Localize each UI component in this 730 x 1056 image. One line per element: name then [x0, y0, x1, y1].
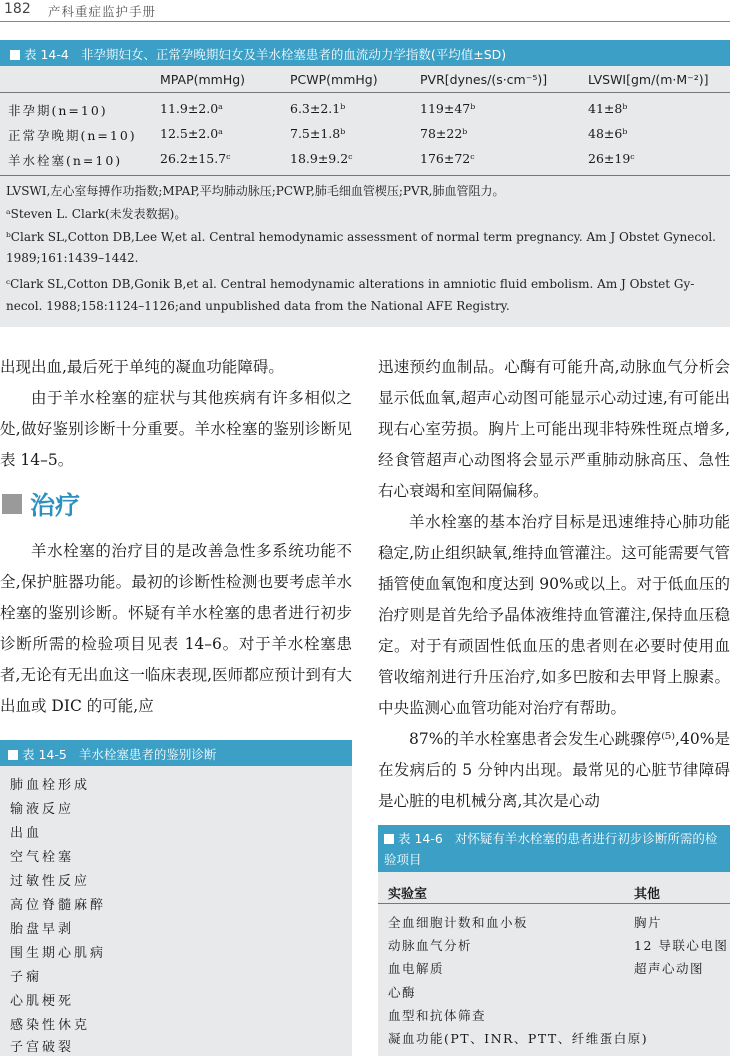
- table-number: 表 14-4: [24, 47, 69, 62]
- left-column-continued: [0, 536, 352, 722]
- table-row: [0, 147, 730, 171]
- paragraph: 87%的羊水栓塞患者会发生心跳骤停⁽⁵⁾,40%是在发病后的 5 分钟内出现。最常见的心脏节律障碍是心脏的电机械分离,其次是心动: [378, 730, 730, 810]
- table-title: 非孕期妇女、正常孕晚期妇女及羊水栓塞患者的血流动力学指数(平均值±SD): [80, 47, 507, 62]
- column-header: PVR[dynes/(s·cm⁻⁵)]: [420, 72, 548, 87]
- list-item: 围生期心肌病: [10, 946, 107, 961]
- table-cell: 11.9±2.0ᵃ: [160, 101, 224, 116]
- table-row: [0, 122, 730, 146]
- paragraph: 羊水栓塞的基本治疗目标是迅速维持心肺功能稳定,防止组织缺氧,维持血管灌注。这可能需要气管插管使血氧饱和度达到 90%或以上。对于低血压的治疗则是首先给予晶体液维持血管灌注,保持血压稳定。对于有顽固性低血压的患者则在必要时使用血管收缩剂进行升压治疗,如多巴胺和去甲肾上腺素。中央监测心血管功能对治疗有帮助。: [378, 513, 730, 717]
- table-header-row: [0, 66, 730, 93]
- table-title: 对怀疑有羊水栓塞的患者进行初步诊断所需的检验项目: [384, 831, 718, 867]
- table-cell: 6.3±2.1ᵇ: [290, 101, 346, 116]
- caption-square-icon: [8, 750, 18, 760]
- table-cell: 26.2±15.7ᶜ: [160, 151, 231, 166]
- footnote-c-line2: necol. 1988;158:1124–1126;and unpublished data from the National AFE Registry.: [6, 299, 510, 313]
- table-cell: 全血细胞计数和血小板: [388, 915, 529, 930]
- footnote-b-line2: 1989;161:1439–1442.: [6, 251, 139, 265]
- table-14-5: [0, 740, 352, 1056]
- column-header: 其他: [634, 887, 661, 902]
- section-heading-text: 治疗: [30, 491, 81, 520]
- header-rule: [0, 21, 730, 22]
- list-item: 高位脊髓麻醉: [10, 898, 107, 913]
- row-label: 非孕期(n=10): [8, 103, 108, 118]
- table-number: 表 14-5: [22, 747, 67, 762]
- footnote-c-line1: ᶜClark SL,Cotton DB,Gonik B,et al. Central hemodynamic alterations in amniotic fluid embolism. Am J Obstet Gy-: [6, 277, 695, 291]
- table-cell: 12 导联心电图: [634, 938, 729, 953]
- list-item: 肺血栓形成: [10, 778, 91, 793]
- column-header: LVSWI[gm/(m·M⁻²)]: [588, 72, 709, 87]
- list-item: 胎盘早剥: [10, 922, 75, 937]
- column-header: MPAP(mmHg): [160, 72, 246, 87]
- table-14-5-caption: [0, 740, 352, 766]
- footnote-a: ᵃSteven L. Clark(未发表数据)。: [6, 207, 187, 221]
- list-item: 空气栓塞: [10, 850, 75, 865]
- caption-square-icon: [10, 50, 20, 60]
- footnote-abbreviations: LVSWI,左心室每搏作功指数;MPAP,平均肺动脉压;PCWP,肺毛细血管楔压;PVR,肺血管阻力。: [6, 184, 505, 198]
- right-column: [378, 352, 730, 817]
- table-cell: 超声心动图: [634, 961, 705, 976]
- table-cell: 26±19ᶜ: [588, 151, 635, 166]
- heading-square-icon: [2, 494, 22, 514]
- table-14-4-caption: [0, 40, 730, 66]
- list-item: 子宫破裂: [10, 1040, 75, 1055]
- table-cell: 18.9±9.2ᶜ: [290, 151, 353, 166]
- table-cell: 胸片: [634, 915, 663, 930]
- table-cell: 血电解质: [388, 961, 445, 976]
- list-item: 心肌梗死: [10, 994, 75, 1009]
- paragraph: 由于羊水栓塞的症状与其他疾病有许多相似之处,做好鉴别诊断十分重要。羊水栓塞的鉴别诊断见表 14–5。: [0, 389, 352, 469]
- table-14-6: [378, 825, 730, 1056]
- table-cell: 176±72ᶜ: [420, 151, 475, 166]
- row-label: 正常孕晚期(n=10): [8, 128, 137, 143]
- paragraph: 迅速预约血制品。心酶有可能升高,动脉血气分析会显示低血氧,超声心动图可能显示心动过速,有可能出现右心室劳损。胸片上可能出现非特殊性斑点增多,经食管超声心动图将会显示严重肺动脉高压、急性右心衰竭和室间隔偏移。: [378, 358, 730, 500]
- table-cell: 48±6ᵇ: [588, 126, 628, 141]
- list-item: 过敏性反应: [10, 874, 91, 889]
- column-header: PCWP(mmHg): [290, 72, 378, 87]
- table-cell: 41±8ᵇ: [588, 101, 628, 116]
- running-title: 产科重症监护手册: [48, 4, 157, 19]
- footnote-b-line1: ᵇClark SL,Cotton DB,Lee W,et al. Central hemodynamic assessment of normal term pregnancy. Am J Obstet Gynecol.: [6, 230, 716, 244]
- list-item: 输液反应: [10, 802, 75, 817]
- table-cell: 动脉血气分析: [388, 938, 473, 953]
- table-cell: 78±22ᵇ: [420, 126, 468, 141]
- table-title: 羊水栓塞患者的鉴别诊断: [78, 747, 217, 762]
- table-14-4: [0, 40, 730, 327]
- row-label: 羊水栓塞(n=10): [8, 153, 123, 168]
- table-cell: 凝血功能(PT、INR、PTT、纤维蛋白原): [388, 1031, 649, 1046]
- caption-square-icon: [384, 834, 394, 844]
- table-rule: [0, 175, 730, 176]
- table-cell: 7.5±1.8ᵇ: [290, 126, 346, 141]
- column-header: 实验室: [388, 887, 428, 902]
- table-rule: [378, 903, 730, 904]
- table-cell: 血型和抗体筛查: [388, 1008, 487, 1023]
- table-number: 表 14-6: [398, 831, 443, 846]
- table-row: [0, 97, 730, 121]
- table-cell: 12.5±2.0ᵃ: [160, 126, 224, 141]
- list-item: 感染性休克: [10, 1018, 91, 1033]
- list-item: 子痫: [10, 970, 43, 985]
- table-cell: 119±47ᵇ: [420, 101, 476, 116]
- paragraph: 出现出血,最后死于单纯的凝血功能障碍。: [0, 358, 284, 376]
- left-column: [0, 352, 352, 476]
- paragraph: 羊水栓塞的治疗目的是改善急性多系统功能不全,保护脏器功能。最初的诊断性检测也要考虑羊水栓塞的鉴别诊断。怀疑有羊水栓塞的患者进行初步诊断所需的检验项目见表 14–6。对于羊水栓塞患者,无论有无出血这一临床表现,医师都应预计到有大出血或 DIC 的可能,应: [0, 542, 352, 715]
- table-cell: 心酶: [388, 985, 417, 1000]
- table-14-6-caption: [378, 825, 730, 872]
- running-head: [0, 0, 730, 22]
- list-item: 出血: [10, 826, 43, 841]
- page-number: 182: [4, 1, 31, 17]
